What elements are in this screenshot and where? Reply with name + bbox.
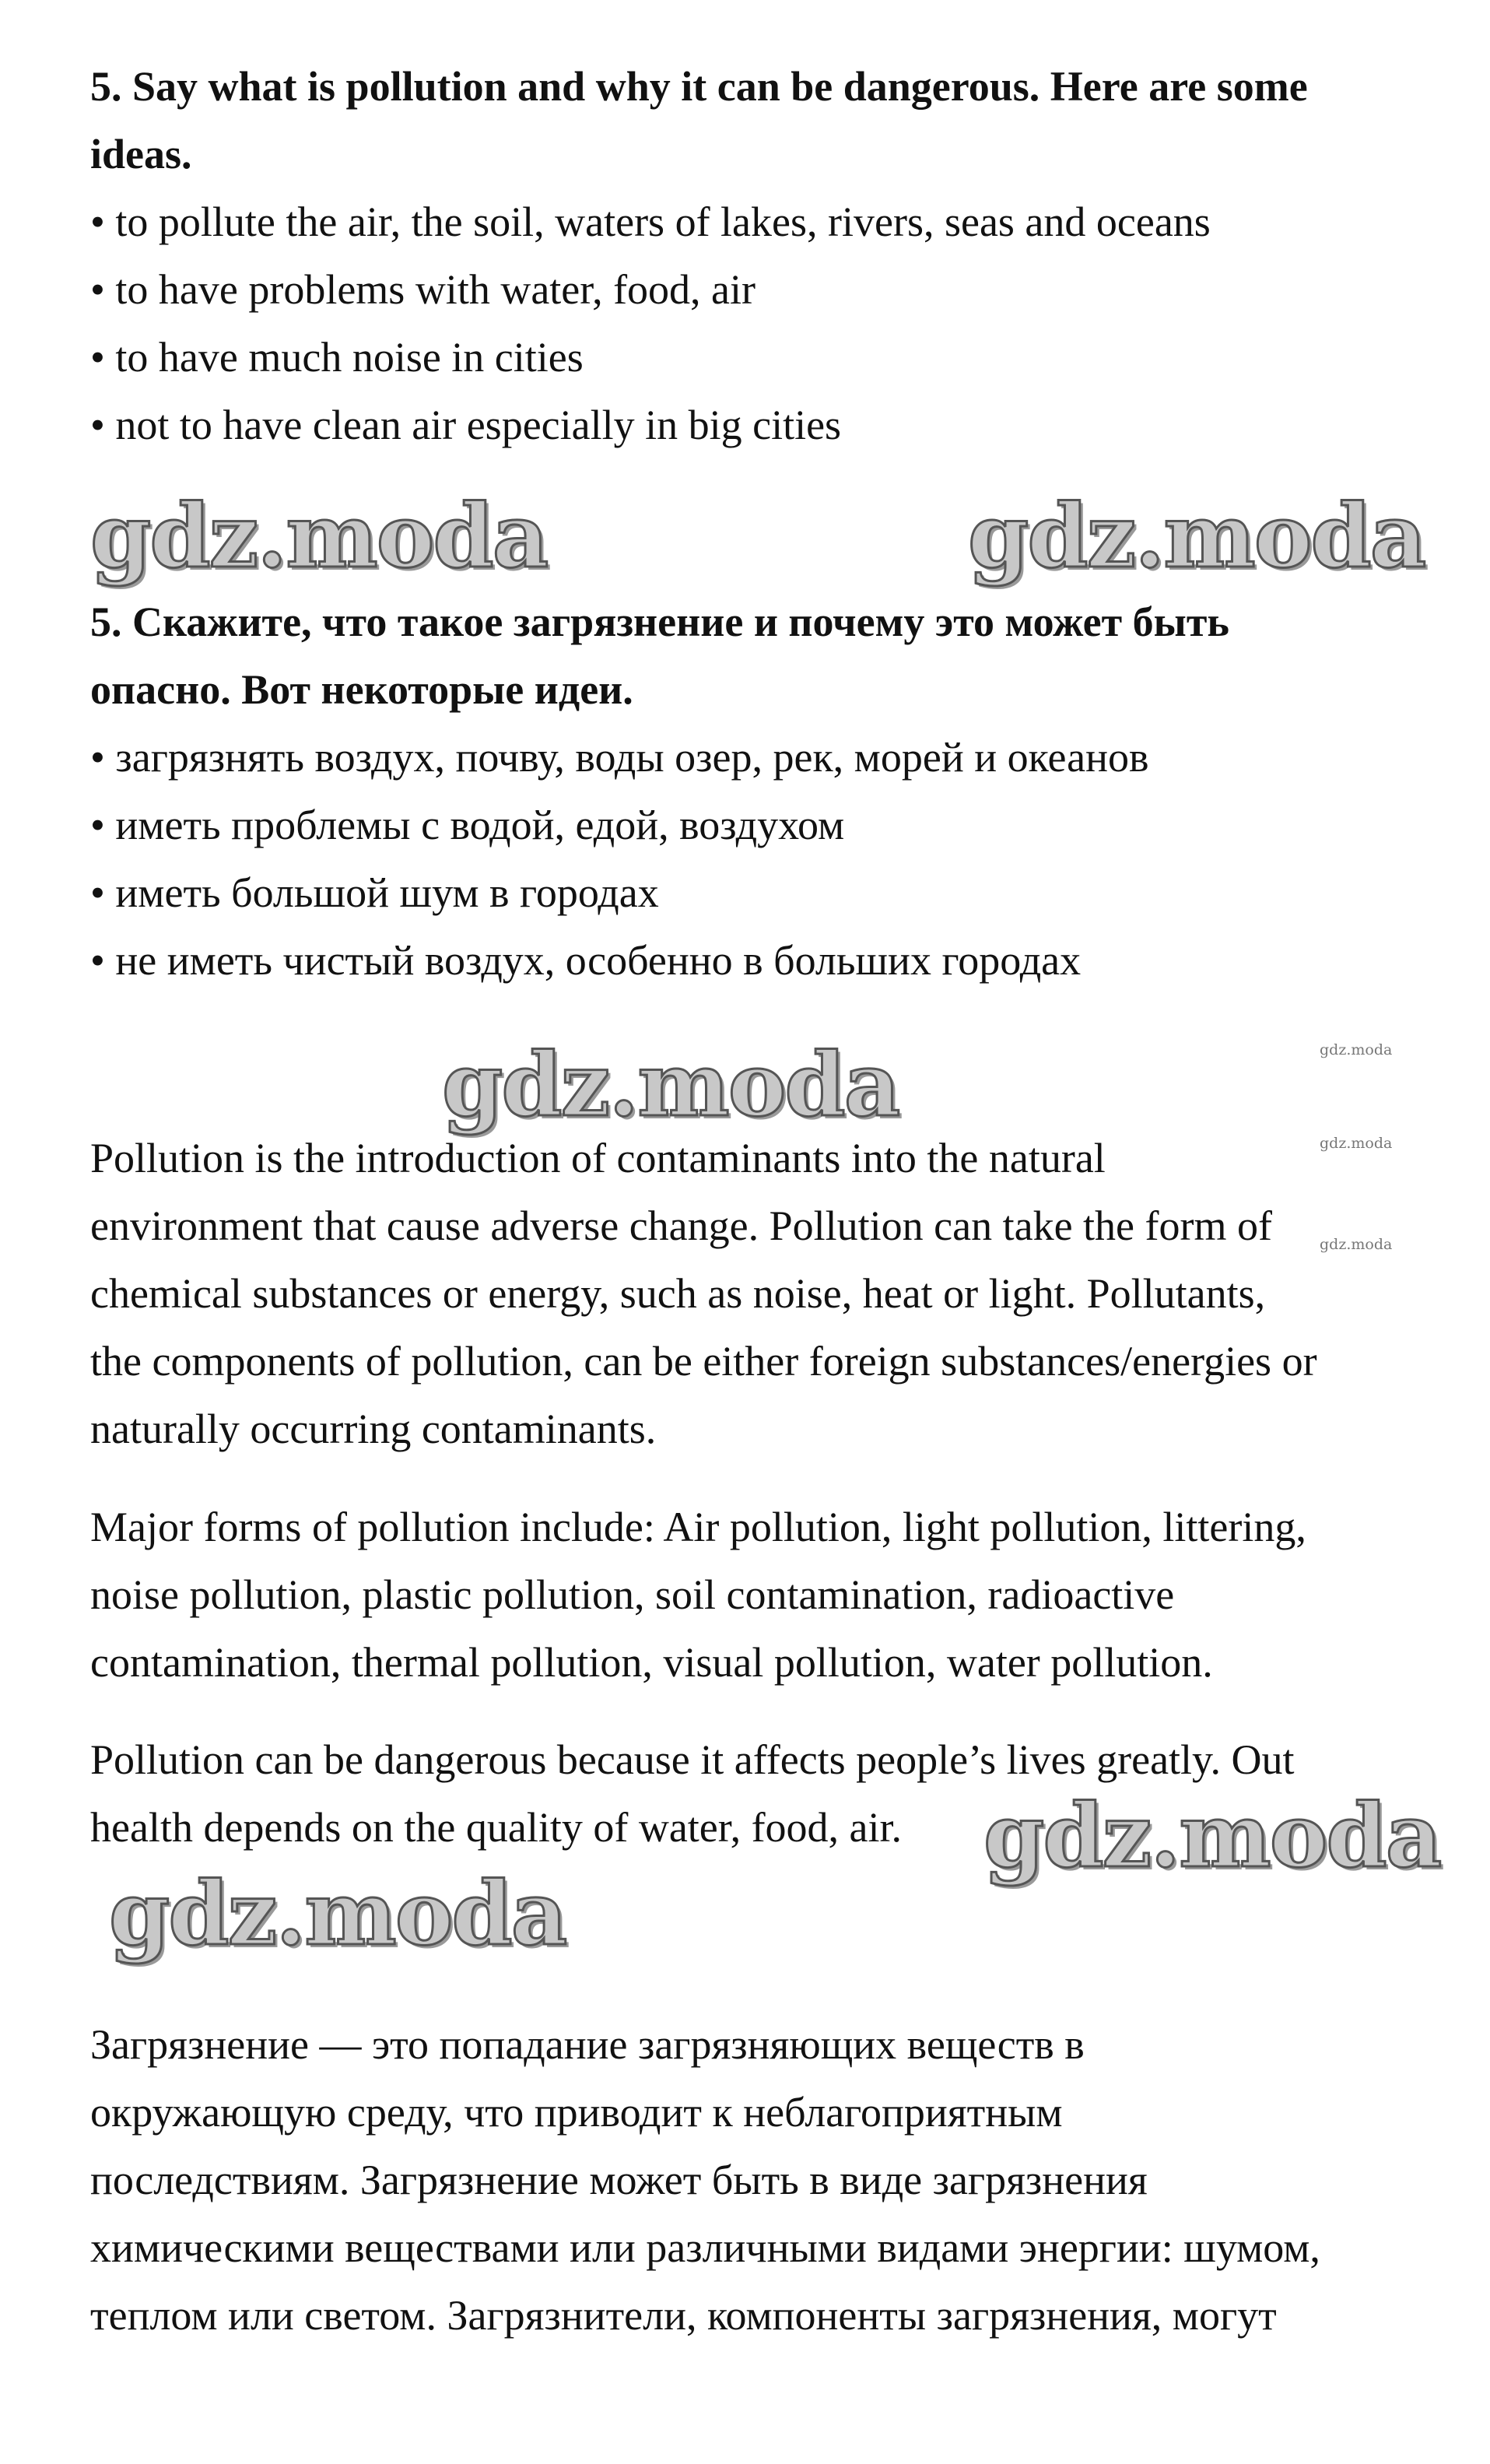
idea-ru-3: • иметь большой шум в городах [90, 869, 659, 916]
exercise-title-ru-line-1: 5. Скажите, что такое загрязнение и почему это может быть [90, 598, 1229, 645]
answer-en-p1-line-4: the components of pollution, can be either foreign substances/energies or [90, 1338, 1317, 1385]
watermark-small: gdz.moda [1320, 1041, 1393, 1058]
answer-ru-p1-line-1: Загрязнение — это попадание загрязняющих веществ в [90, 2021, 1085, 2068]
answer-en-p1-line-2: environment that cause adverse change. Pollution can take the form of [90, 1202, 1272, 1249]
answer-en-p3-line-1: Pollution can be dangerous because it affects people’s lives greatly. Out [90, 1736, 1295, 1783]
idea-en-1: • to pollute the air, the soil, waters of lakes, rivers, seas and oceans [90, 198, 1211, 245]
answer-ru-p1-line-2: окружающую среду, что приводит к неблагоприятным [90, 2089, 1063, 2136]
answer-en-p3-line-2: health depends on the quality of water, food, air. [90, 1804, 903, 1851]
answer-en-p1-line-1: Pollution is the introduction of contaminants into the natural [90, 1135, 1106, 1181]
idea-ru-1: • загрязнять воздух, почву, воды озер, рек, морей и океанов [90, 734, 1149, 781]
answer-en-p2-line-3: contamination, thermal pollution, visual pollution, water pollution. [90, 1639, 1213, 1686]
watermark-small: gdz.moda [1320, 1135, 1393, 1152]
answer-en-p1-line-5: naturally occurring contaminants. [90, 1406, 657, 1452]
watermark-logo: gdz.moda [442, 1034, 899, 1136]
answer-en-p1-line-3: chemical substances or energy, such as noise, heat or light. Pollutants, [90, 1270, 1266, 1317]
exercise-title-en-line-2: ideas. [90, 131, 192, 177]
exercise-title-en-line-1: 5. Say what is pollution and why it can be dangerous. Here are some [90, 63, 1308, 110]
idea-ru-4: • не иметь чистый воздух, особенно в больших городах [90, 937, 1082, 984]
answer-ru-p1-line-4: химическими веществами или различными видами энергии: шумом, [90, 2224, 1320, 2271]
idea-ru-2: • иметь проблемы с водой, едой, воздухом [90, 802, 845, 848]
watermark-logo: gdz.moda [90, 486, 548, 588]
answer-en-p2-line-1: Major forms of pollution include: Air pollution, light pollution, littering, [90, 1504, 1306, 1550]
answer-ru-p1-line-5: теплом или светом. Загрязнители, компоненты загрязнения, могут [90, 2292, 1277, 2339]
answer-en-p2-line-2: noise pollution, plastic pollution, soil contamination, radioactive [90, 1571, 1175, 1618]
exercise-title-ru-line-2: опасно. Вот некоторые идеи. [90, 666, 633, 713]
watermark-logo: gdz.moda [968, 486, 1425, 588]
watermark-small: gdz.moda [1320, 1236, 1393, 1253]
idea-en-4: • not to have clean air especially in big cities [90, 402, 842, 448]
answer-ru-p1-line-3: последствиям. Загрязнение может быть в виде загрязнения [90, 2157, 1148, 2203]
idea-en-2: • to have problems with water, food, air [90, 266, 756, 313]
watermark-logo: gdz.moda [983, 1785, 1441, 1887]
watermark-logo: gdz.moda [109, 1863, 566, 1965]
idea-en-3: • to have much noise in cities [90, 334, 584, 381]
